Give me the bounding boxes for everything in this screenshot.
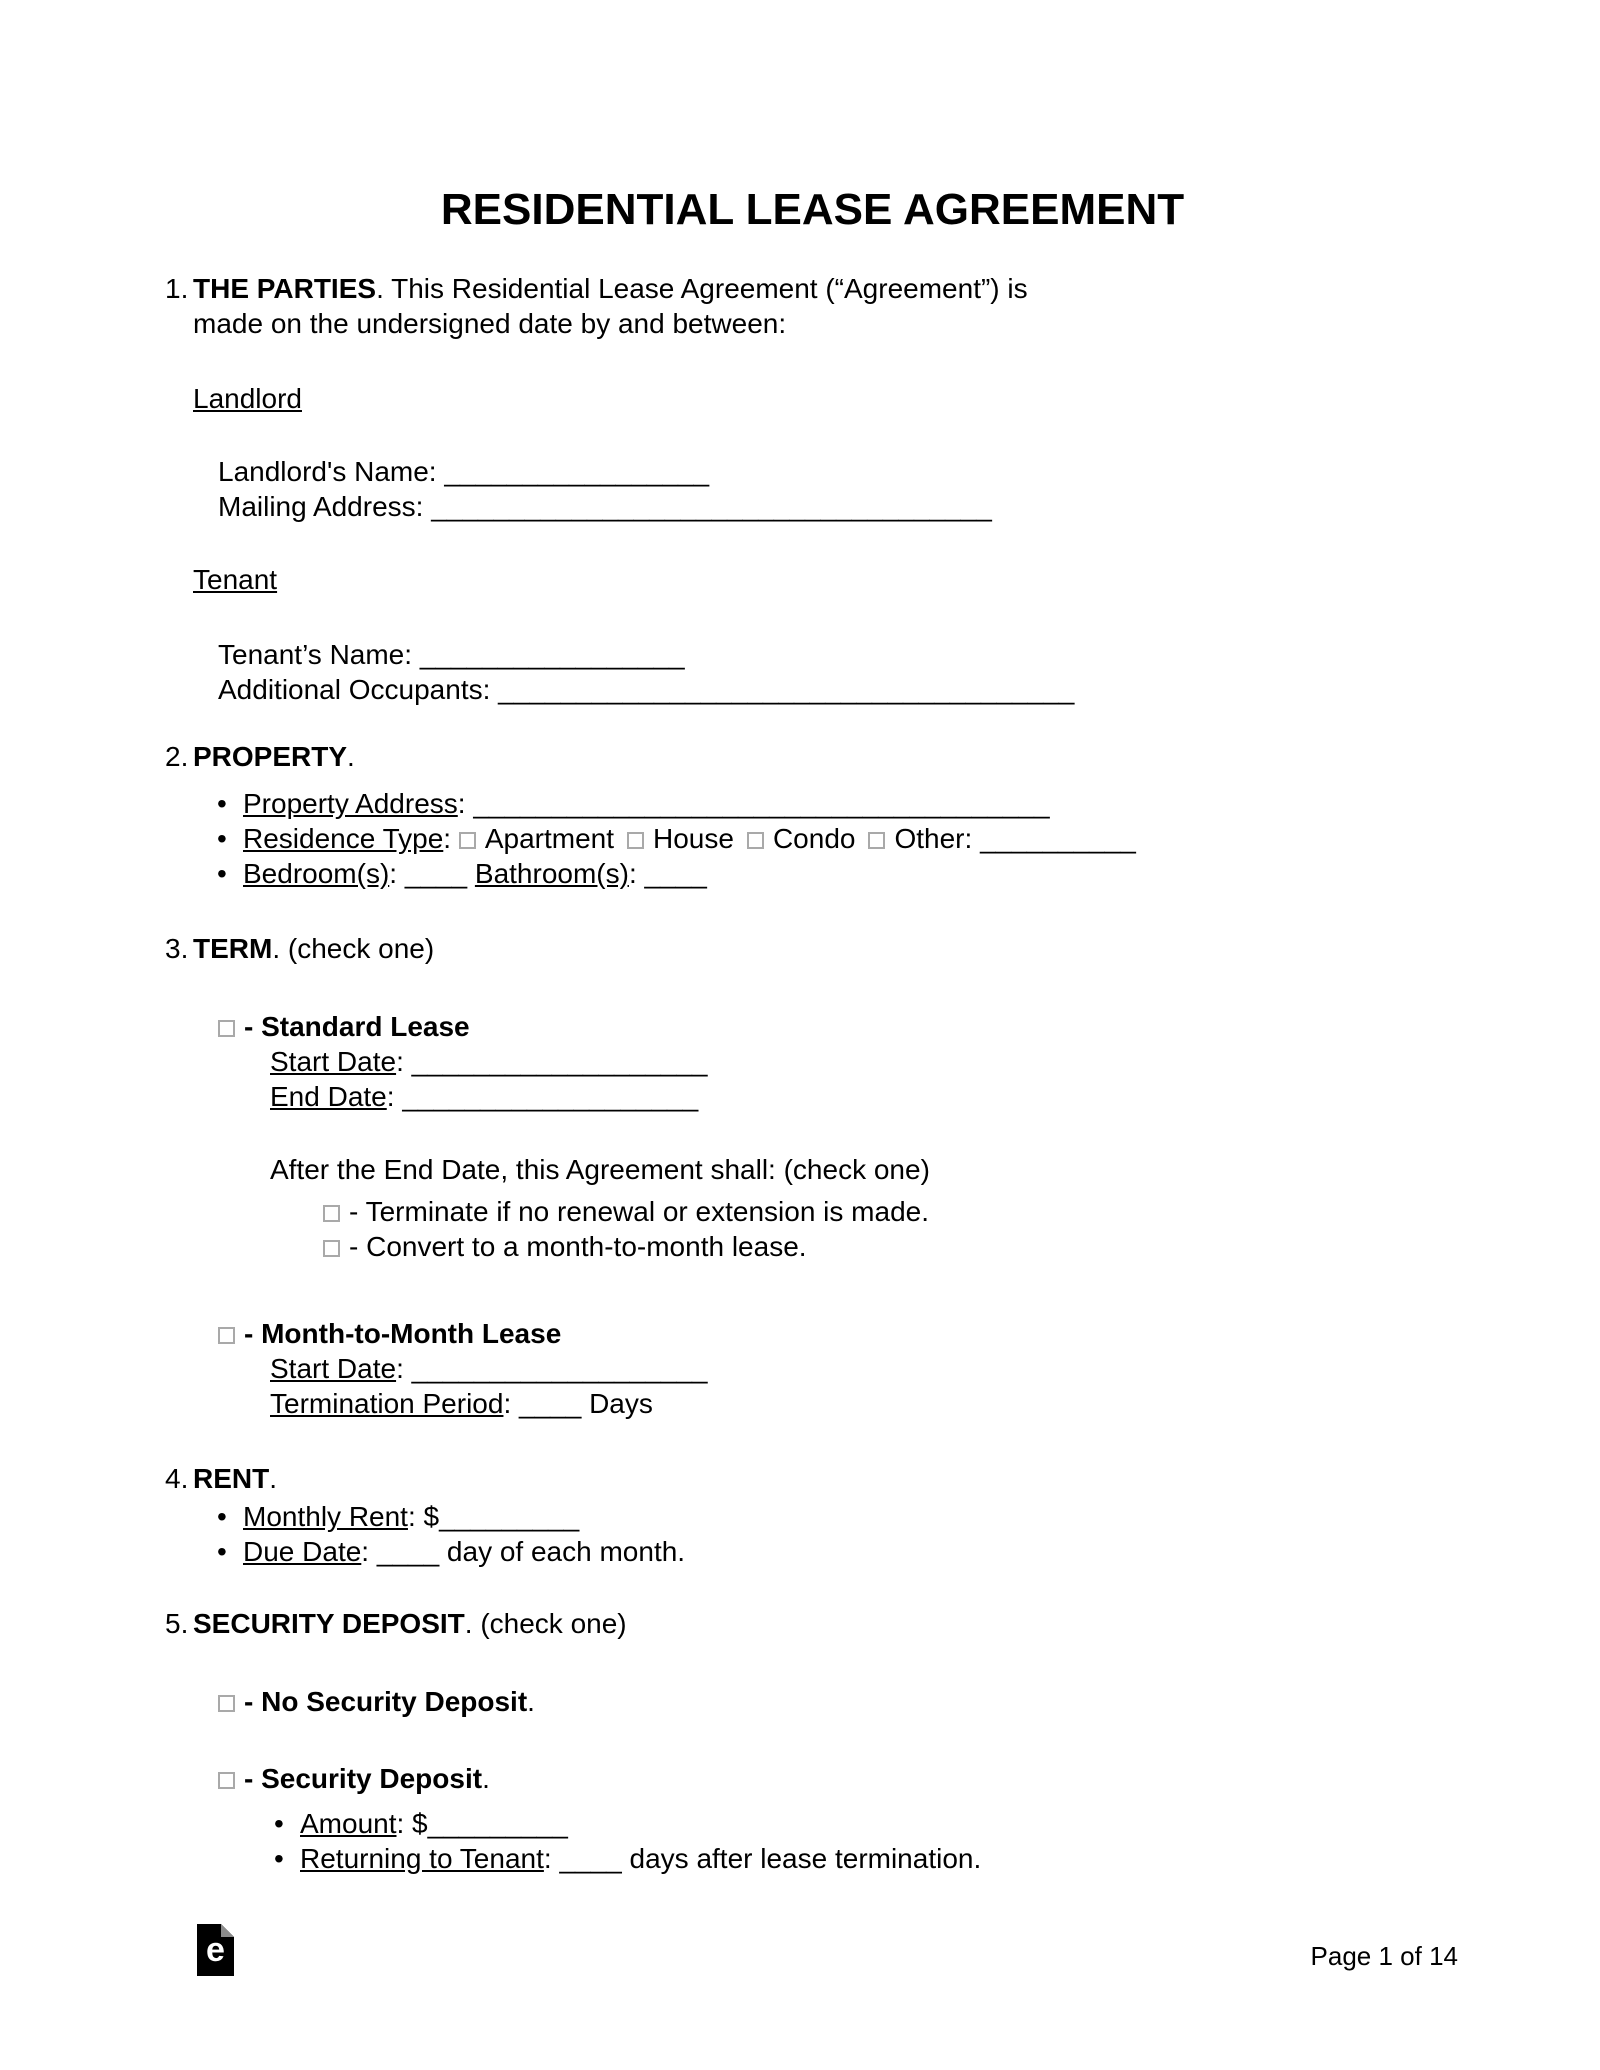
section-security-deposit: [165, 1606, 1460, 1641]
section-body: . This Residential Lease Agreement (“Agreement”) is made on the undersigned date by and between:: [193, 273, 1028, 339]
bedrooms-blank[interactable]: : ____: [389, 858, 475, 889]
separator: :: [415, 491, 432, 522]
terminate-option-row: [323, 1194, 1460, 1229]
additional-occupants-blank[interactable]: _____________________________________: [498, 674, 1075, 705]
start-date-label: Start Date: [270, 1046, 397, 1077]
section-suffix: . (check one): [272, 933, 435, 964]
option-house-label: House: [653, 823, 734, 854]
section-rent: [165, 1461, 1460, 1496]
checkbox-month-to-month[interactable]: [218, 1327, 235, 1344]
returning-blank[interactable]: : ____ days after lease termination.: [543, 1843, 982, 1874]
other-blank[interactable]: __________: [980, 823, 1136, 854]
section-number: 3.: [165, 933, 189, 964]
termination-period-row: [270, 1386, 1460, 1421]
mailing-address-blank[interactable]: ____________________________________: [431, 491, 992, 522]
additional-occupants-label: Additional Occupants: [218, 674, 483, 705]
section-number: 2.: [165, 741, 189, 772]
option-apartment-label: Apartment: [484, 823, 615, 854]
amount-blank[interactable]: : $_________: [396, 1808, 568, 1839]
start-date-label: Start Date: [270, 1353, 397, 1384]
separator: :: [443, 823, 459, 854]
eforms-logo: [197, 1924, 234, 1976]
end-date-blank[interactable]: ___________________: [402, 1081, 699, 1112]
returning-label: Returning to Tenant: [300, 1843, 544, 1874]
option-other-label: Other:: [894, 823, 981, 854]
bullet-marker: •: [274, 1843, 284, 1874]
checkbox-security-deposit[interactable]: [218, 1772, 235, 1789]
section-number: 1.: [165, 273, 189, 304]
separator: :: [457, 788, 474, 819]
amount-label: Amount: [300, 1808, 397, 1839]
bathrooms-blank[interactable]: : ____: [628, 858, 707, 889]
m2m-start-date-row: [270, 1351, 1460, 1386]
separator: :: [404, 639, 420, 670]
checkbox-apartment[interactable]: [459, 832, 476, 849]
checkbox-other[interactable]: [868, 832, 885, 849]
bullet-marker: •: [217, 1536, 227, 1567]
standard-end-date-row: [270, 1079, 1460, 1114]
termination-period-blank[interactable]: : ____ Days: [503, 1388, 653, 1419]
mailing-address-label: Mailing Address: [218, 491, 416, 522]
bullet-marker: •: [217, 823, 227, 854]
section-suffix: .: [347, 741, 355, 772]
section-heading: SECURITY DEPOSIT: [193, 1608, 465, 1639]
returning-row: [274, 1841, 1460, 1876]
separator: :: [396, 1046, 412, 1077]
separator: :: [482, 674, 499, 705]
separator: :: [428, 456, 445, 487]
security-deposit-row: [218, 1761, 1460, 1796]
mailing-address-row: [218, 489, 1460, 524]
month-to-month-row: [218, 1316, 1460, 1351]
section-suffix: .: [269, 1463, 278, 1494]
monthly-rent-label: Monthly Rent: [243, 1501, 408, 1532]
checkbox-convert[interactable]: [323, 1240, 340, 1257]
m2m-start-date-blank[interactable]: ___________________: [411, 1353, 708, 1384]
section-number: 5.: [165, 1608, 189, 1639]
section-property: [165, 739, 1460, 774]
checkbox-condo[interactable]: [747, 832, 764, 849]
tenant-name-label: Tenant’s Name: [218, 639, 405, 670]
standard-lease-row: [218, 1009, 1460, 1044]
tenant-name-blank[interactable]: _________________: [419, 639, 685, 670]
convert-option-row: [323, 1229, 1460, 1264]
landlord-name-row: [218, 454, 1460, 489]
terminate-option-label: - Terminate if no renewal or extension is made.: [349, 1196, 929, 1227]
checkbox-no-security-deposit[interactable]: [218, 1695, 235, 1712]
monthly-rent-row: [217, 1499, 1460, 1534]
bathrooms-label: Bathroom(s): [474, 858, 629, 889]
amount-row: [274, 1806, 1460, 1841]
due-date-label: Due Date: [243, 1536, 362, 1567]
bullet-marker: •: [274, 1808, 284, 1839]
property-address-blank[interactable]: _____________________________________: [473, 788, 1050, 819]
checkbox-house[interactable]: [627, 832, 644, 849]
section-suffix: . (check one): [464, 1608, 627, 1639]
property-address-row: [217, 786, 1460, 821]
due-date-blank[interactable]: : ____ day of each month.: [361, 1536, 686, 1567]
logo-letter: e: [206, 1931, 225, 1969]
bullet-marker: •: [217, 858, 227, 889]
bullet-marker: •: [217, 1501, 227, 1532]
section-heading: PROPERTY: [193, 741, 348, 772]
section-heading: THE PARTIES: [193, 273, 377, 304]
landlord-name-label: Landlord's Name: [218, 456, 429, 487]
monthly-rent-blank[interactable]: : $_________: [407, 1501, 580, 1532]
page-number: Page 1 of 14: [1310, 1941, 1458, 1971]
separator: :: [386, 1081, 403, 1112]
separator: :: [396, 1353, 412, 1384]
additional-occupants-row: [218, 672, 1460, 707]
residence-type-label: Residence Type: [243, 823, 444, 854]
checkbox-standard-lease[interactable]: [218, 1020, 235, 1037]
bullet-marker: •: [217, 788, 227, 819]
bedrooms-label: Bedroom(s): [243, 858, 390, 889]
no-security-deposit-label: - No Security Deposit: [244, 1686, 528, 1717]
property-address-label: Property Address: [243, 788, 458, 819]
after-end-date-text: After the End Date, this Agreement shall: (check one): [270, 1154, 930, 1185]
document-title: RESIDENTIAL LEASE AGREEMENT: [440, 185, 1185, 234]
landlord-heading: Landlord: [193, 383, 302, 414]
tenant-name-row: [218, 637, 1460, 672]
section-parties: [165, 271, 1055, 341]
section-term: [165, 931, 1460, 966]
standard-lease-label: - Standard Lease: [244, 1011, 470, 1042]
landlord-name-blank[interactable]: _________________: [444, 456, 710, 487]
option-condo-label: Condo: [772, 823, 856, 854]
rooms-row: [217, 856, 1460, 891]
start-date-blank[interactable]: ___________________: [411, 1046, 708, 1077]
standard-start-date-row: [270, 1044, 1460, 1079]
tenant-heading: Tenant: [193, 564, 278, 595]
period-suffix: .: [482, 1763, 490, 1794]
due-date-row: [217, 1534, 1460, 1569]
checkbox-terminate[interactable]: [323, 1205, 340, 1222]
section-heading: TERM: [193, 933, 273, 964]
section-number: 4.: [165, 1463, 189, 1494]
period-suffix: .: [527, 1686, 535, 1717]
no-security-deposit-row: [218, 1684, 1460, 1719]
month-to-month-label: - Month-to-Month Lease: [244, 1318, 562, 1349]
residence-type-row: [217, 821, 1460, 856]
end-date-label: End Date: [270, 1081, 387, 1112]
termination-period-label: Termination Period: [270, 1388, 504, 1419]
section-heading: RENT: [193, 1463, 270, 1494]
security-deposit-label: - Security Deposit: [244, 1763, 483, 1794]
convert-option-label: - Convert to a month-to-month lease.: [349, 1231, 807, 1262]
